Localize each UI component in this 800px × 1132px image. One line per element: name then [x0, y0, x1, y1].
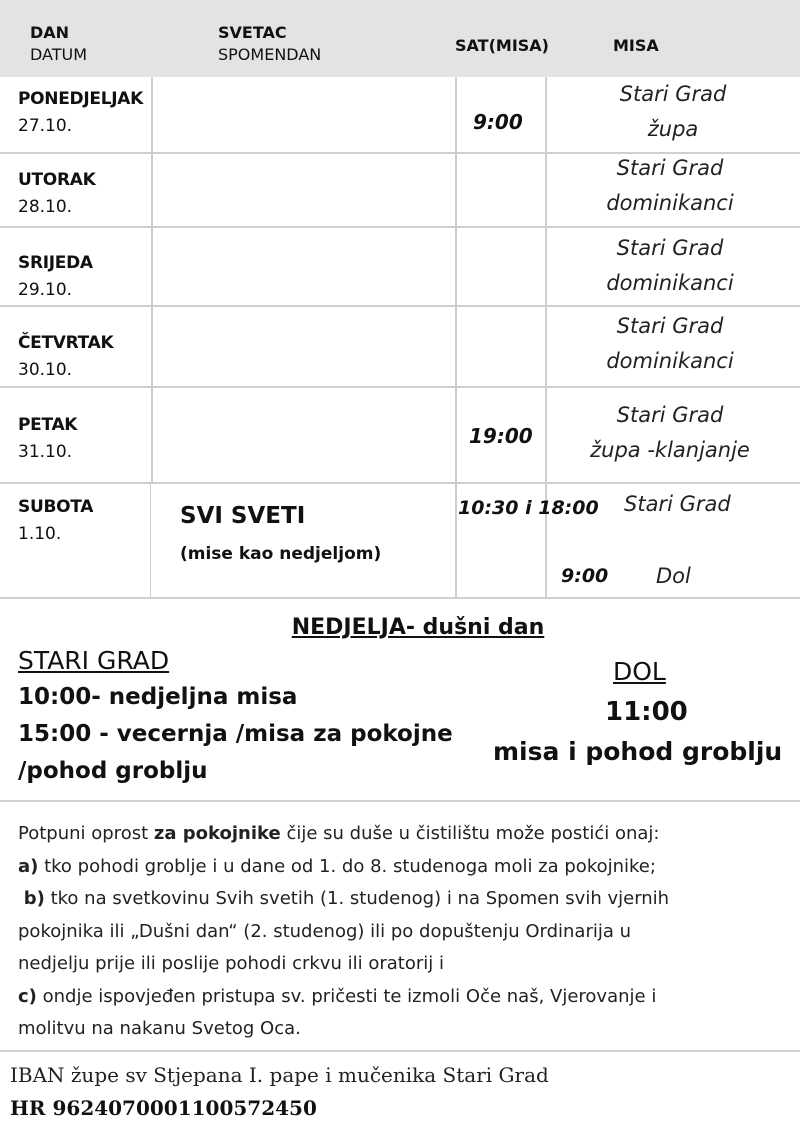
table-header — [0, 0, 800, 77]
day-date: 30.10. — [18, 360, 73, 380]
header-day: DAN — [30, 23, 70, 42]
stari-grad-line: /pohod groblju — [18, 758, 208, 784]
day-date: 27.10. — [18, 116, 73, 136]
paragraph-line: nedjelju prije ili poslije pohodi crkvu ili oratorij i — [18, 953, 444, 974]
mass-time: 9:00 — [473, 110, 523, 134]
header-day-date — [30, 22, 87, 66]
column-divider — [150, 482, 151, 597]
header-mass: MISA — [613, 36, 659, 55]
day-name: UTORAK — [18, 170, 96, 190]
mass-location — [545, 398, 795, 468]
day-name: SRIJEDA — [18, 253, 93, 273]
mass-place: Stari Grad — [616, 236, 724, 260]
mass-detail: dominikanci — [606, 349, 734, 373]
paragraph-line: c) ondje ispovjeđen pristupa sv. pričesti te izmoli Oče naš, Vjerovanje i — [18, 985, 657, 1007]
mass-place: Dol — [656, 564, 691, 588]
mass-time: 19:00 — [469, 424, 533, 448]
paragraph-line: a) tko pohodi groblje i u dane od 1. do 8. studenoga moli za pokojnike; — [18, 855, 656, 877]
mass-detail: župa -klanjanje — [590, 438, 750, 462]
header-time: SAT(MISA) — [455, 36, 549, 55]
header-saint-label: SVETAC — [218, 23, 287, 42]
mass-place: Stari Grad — [624, 492, 731, 516]
column-divider — [151, 77, 153, 482]
section-divider — [0, 597, 800, 599]
dol-title: DOL — [613, 657, 666, 686]
mass-detail: dominikanci — [606, 271, 734, 295]
row-day-tuesday — [18, 167, 95, 221]
mass-location — [548, 77, 798, 147]
day-date: 1.10. — [18, 524, 62, 544]
section-divider — [0, 1050, 800, 1052]
stari-grad-line: 15:00 - vecernja /misa za pokojne — [18, 721, 453, 747]
row-day-thursday — [18, 330, 113, 384]
indulgence-text — [18, 818, 788, 1046]
header-date: DATUM — [30, 45, 88, 64]
paragraph-line: molitvu na nakanu Svetog Oca. — [18, 1018, 301, 1039]
mass-location — [545, 231, 795, 301]
mass-place: Stari Grad — [619, 82, 727, 106]
mass-detail: župa — [647, 117, 699, 141]
row-day-monday — [18, 86, 143, 140]
day-date: 31.10. — [18, 442, 73, 462]
paragraph-line: b) tko na svetkovinu Svih svetih (1. studenog) i na Spomen svih vjernih — [23, 888, 670, 909]
section-divider — [0, 800, 800, 802]
row-divider — [0, 482, 800, 484]
saint-name: SVI SVETI — [180, 503, 306, 529]
iban-number: HR 9624070001100572450 — [10, 1096, 317, 1120]
row-day-friday — [18, 412, 77, 466]
mass-place: Stari Grad — [616, 314, 724, 338]
paragraph-line: pokojnika ili „Dušni dan“ (2. studenog) ili po dopuštenju Ordinarija u — [18, 920, 632, 942]
mass-place: Stari Grad — [616, 156, 724, 180]
header-saint — [218, 22, 321, 66]
iban-label: IBAN župe sv Stjepana I. pape i mučenika Stari Grad — [10, 1063, 549, 1087]
mass-location — [545, 309, 795, 379]
saint-note: (mise kao nedjeljom) — [180, 544, 382, 564]
stari-grad-line: 10:00- nedjeljna misa — [18, 684, 298, 710]
dol-description: misa i pohod groblju — [493, 737, 783, 766]
mass-location — [545, 151, 795, 221]
day-name: PONEDJELJAK — [18, 89, 143, 109]
mass-time: 10:30 i 18:00 — [458, 497, 599, 519]
row-divider — [0, 305, 800, 307]
mass-place: Stari Grad — [616, 403, 724, 427]
header-memorial-label: SPOMENDAN — [218, 45, 322, 64]
row-divider — [0, 386, 800, 388]
mass-detail: dominikanci — [606, 191, 734, 215]
sunday-title: NEDJELJA- dušni dan — [291, 615, 545, 640]
day-date: 29.10. — [18, 280, 73, 300]
paragraph-line: Potpuni oprost za pokojnike čije su duše u čistilištu može postići onaj: — [18, 823, 660, 844]
day-date: 28.10. — [18, 197, 73, 217]
column-divider — [455, 77, 457, 597]
mass-time: 9:00 — [561, 565, 609, 587]
day-name: SUBOTA — [18, 497, 94, 517]
row-day-wednesday — [18, 250, 93, 304]
day-name: ČETVRTAK — [18, 333, 114, 353]
dol-time: 11:00 — [605, 697, 688, 727]
day-name: PETAK — [18, 415, 78, 435]
row-day-saturday — [18, 494, 93, 548]
stari-grad-title: STARI GRAD — [18, 646, 170, 675]
row-divider — [0, 226, 800, 228]
